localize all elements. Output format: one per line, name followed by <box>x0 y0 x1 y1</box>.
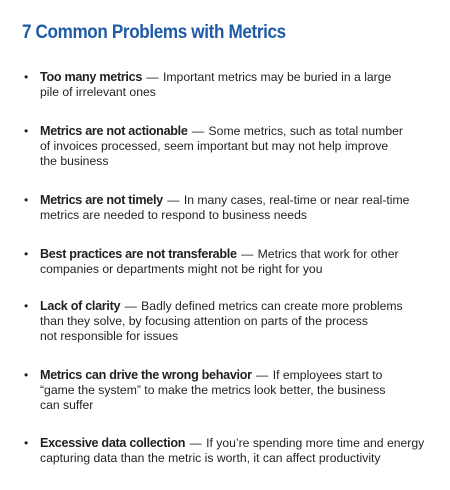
item-separator: — <box>143 70 163 84</box>
item-description-cont: capturing data than the metric is worth, it can affect productivity <box>40 451 381 465</box>
item-term: Lack of clarity <box>40 299 121 313</box>
item-description: If employees start to <box>272 368 383 382</box>
item-description-cont: metrics are needed to respond to business needs <box>40 208 307 222</box>
item-description: Some metrics, such as total number <box>208 124 403 138</box>
item-description-cont: than they solve, by focusing attention on parts of the process <box>40 314 368 328</box>
item-description-cont: can suffer <box>40 398 94 412</box>
item-term: Too many metrics <box>40 70 143 84</box>
item-description-cont: not responsible for issues <box>40 329 179 343</box>
item-description: In many cases, real-time or near real-time <box>183 193 410 207</box>
page-title: 7 Common Problems with Metrics <box>22 22 286 43</box>
item-description-cont: of invoices processed, seem important but may not help improve <box>40 139 389 153</box>
item-term: Excessive data collection <box>40 436 186 450</box>
item-text <box>40 70 438 100</box>
item-term: Metrics are not timely <box>40 193 163 207</box>
item-description: Metrics that work for other <box>257 247 399 261</box>
item-separator: — <box>237 247 257 261</box>
item-text <box>40 299 438 344</box>
item-description: If you’re spending more time and energy <box>206 436 425 450</box>
item-separator: — <box>252 368 272 382</box>
item-term: Metrics are not actionable <box>40 124 188 138</box>
item-separator: — <box>188 124 208 138</box>
bullet-icon: • <box>24 193 29 207</box>
item-separator: — <box>186 436 206 450</box>
item-text <box>40 193 438 223</box>
bullet-icon: • <box>24 436 29 450</box>
bullet-icon: • <box>24 247 29 261</box>
item-description-cont: “game the system” to make the metrics look better, the business <box>40 383 386 397</box>
bullet-icon: • <box>24 70 29 84</box>
item-term: Best practices are not transferable <box>40 247 237 261</box>
bullet-icon: • <box>24 124 29 138</box>
item-text <box>40 368 438 413</box>
item-term: Metrics can drive the wrong behavior <box>40 368 252 382</box>
item-description: Badly defined metrics can create more problems <box>141 299 403 313</box>
item-text <box>40 436 438 466</box>
item-description-cont: pile of irrelevant ones <box>40 85 156 99</box>
item-description: Important metrics may be buried in a large <box>163 70 392 84</box>
item-separator: — <box>121 299 141 313</box>
item-text <box>40 247 438 277</box>
item-description-cont: the business <box>40 154 109 168</box>
item-separator: — <box>163 193 183 207</box>
bullet-icon: • <box>24 299 29 313</box>
bullet-icon: • <box>24 368 29 382</box>
item-text <box>40 124 438 169</box>
item-description-cont: companies or departments might not be right for you <box>40 262 323 276</box>
